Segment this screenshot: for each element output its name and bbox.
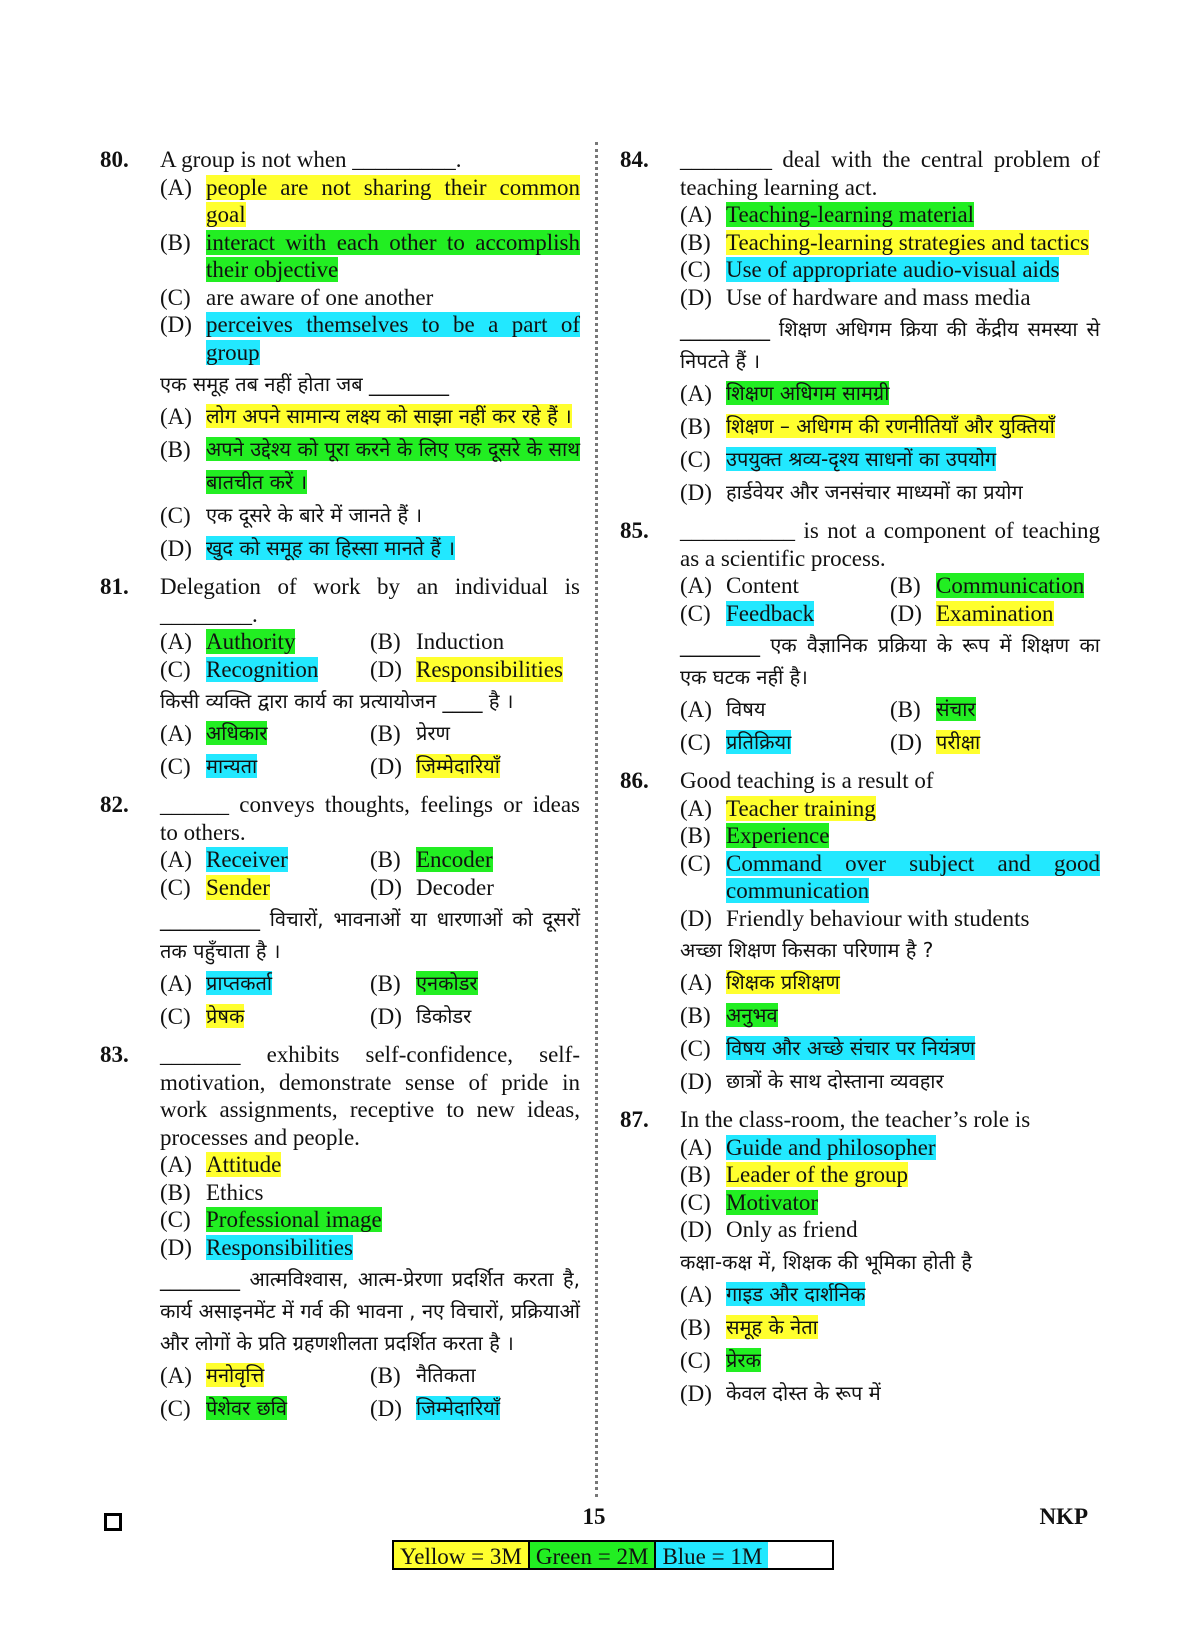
option: (B) Teaching-learning strategies and tactics [680,229,1090,255]
option: (C) Feedback [680,600,815,626]
option: (C) Use of appropriate audio-visual aids [680,257,1060,282]
option: (B) Ethics [160,1179,264,1205]
hindi-option: (B) नैतिकता [370,1363,476,1388]
right-column [620,146,1100,1418]
hindi-option: (C) पेशेवर छवि [160,1396,287,1421]
hindi-stem: एक समूह तब नहीं होता जब ________ [160,372,450,396]
option: (D) Decoder [370,874,494,900]
option: (B) Experience [680,823,830,848]
question-stem: Good teaching is a result of [680,768,934,793]
column-divider [595,142,598,1497]
question-stem: Delegation of work by an individual is ________. [160,574,580,627]
option: (D) perceives themselves to be a part of group [160,312,580,365]
hindi-option: (A) शिक्षक प्रशिक्षण [680,970,840,995]
hindi-option: (C) मान्यता [160,754,258,779]
options-grid [680,572,1100,627]
question-number: 85. [620,518,649,543]
legend-blue: Blue = 1M [656,1542,768,1568]
option: (A) people are not sharing their common goal [160,174,580,227]
option: (C) Sender [160,874,270,900]
hindi-option: (B) प्रेरण [370,721,451,746]
hindi-option: (C) उपयुक्त श्रव्य-दृश्य साधनों का उपयोग [680,447,997,472]
option: (B) Encoder [370,847,493,872]
option: (C) Command over subject and good communication [680,850,1100,903]
hindi-option: (B) शिक्षण – अधिगम की रणनीतियाँ और युक्तियाँ [680,414,1055,439]
option: (B) interact with each other to accomplish their objective [160,229,580,282]
hindi-option: (D) हार्डवेयर और जनसंचार माध्यमों का प्रयोग [680,480,1023,505]
hindi-option: (A) लोग अपने सामान्य लक्ष्य को साझा नहीं कर रहे हैं । [160,404,572,429]
hindi-option: (A) शिक्षण अधिगम सामग्री [680,381,890,406]
option: (C) are aware of one another [160,284,434,310]
option: (D) Friendly behaviour with students [680,905,1030,931]
option: (B) Induction [370,629,505,654]
question-stem: A group is not when _________. [160,147,462,172]
question-85 [620,517,1100,759]
question-81 [100,573,580,783]
hindi-stem: __________ विचारों, भावनाओं या धारणाओं को दूसरों तक पहुँचाता है । [160,907,580,963]
left-column [100,146,580,1433]
option: (A) Content [680,573,799,598]
question-number: 87. [620,1107,649,1132]
hindi-option: (C) एक दूसरे के बारे में जानते हैं । [160,503,423,528]
hindi-option: (C) विषय और अच्छे संचार पर नियंत्रण [680,1036,976,1061]
hindi-stem: _________ शिक्षण अधिगम क्रिया की केंद्रीय समस्या से निपटते हैं । [680,317,1100,373]
question-number: 80. [100,147,129,172]
hindi-option: (D) परीक्षा [890,730,981,755]
option: (A) Attitude [160,1152,282,1177]
question-number: 82. [100,792,129,817]
option: (C) Professional image [160,1207,382,1232]
option: (A) Guide and philosopher [680,1134,936,1160]
page-number: 15 [582,1504,606,1529]
question-82 [100,791,580,1033]
hindi-option: (B) अनुभव [680,1003,778,1028]
option: (B) Leader of the group [680,1162,909,1187]
question-83 [100,1041,580,1425]
option: (A) Teacher training [680,795,876,821]
hindi-option: (A) प्राप्तकर्ता [160,971,273,996]
option: (D) Responsibilities [160,1234,353,1260]
hindi-option: (C) प्रतिक्रिया [680,730,792,755]
option: (C) Motivator [680,1189,818,1215]
option: (A) Teaching-learning material [680,202,975,227]
hindi-stem: अच्छा शिक्षण किसका परिणाम है ? [680,938,934,962]
question-number: 83. [100,1042,129,1067]
marks-legend [392,1540,834,1570]
option: (D) Only as friend [680,1217,858,1242]
option: (D) Use of hardware and mass media [680,284,1031,310]
question-number: 86. [620,768,649,793]
hindi-option: (B) एनकोडर [370,971,478,996]
hindi-option: (A) अधिकार [160,721,268,746]
question-86 [620,767,1100,1098]
question-number: 81. [100,574,129,599]
hindi-option: (D) जिम्मेदारियाँ [370,754,500,779]
paper-code: NKP [1039,1504,1088,1529]
option: (A) Authority [160,629,296,654]
hindi-stem: किसी व्यक्ति द्वारा कार्य का प्रत्यायोजन ____ है । [160,689,514,713]
hindi-stem: ________ आत्मविश्वास, आत्म-प्रेरणा प्रदर्शित करता है, कार्य असाइनमेंट में गर्व की भावना , नए विचारों, प्रक्रियाओं और लोगों के प्रति ग्रहणशीलता प्रदर्शित करता है । [160,1267,580,1355]
hindi-option: (C) प्रेषक [160,1004,245,1029]
legend-green: Green = 2M [530,1542,655,1568]
hindi-option: (D) छात्रों के साथ दोस्ताना व्यवहार [680,1069,944,1094]
question-84 [620,146,1100,509]
hindi-option: (D) जिम्मेदारियाँ [370,1396,500,1421]
question-stem: In the class-room, the teacher’s role is [680,1107,1031,1132]
hindi-option: (C) प्रेरक [680,1347,761,1373]
hindi-options-grid [160,967,580,1033]
hindi-option: (B) संचार [890,697,976,722]
hindi-option: (B) अपने उद्देश्य को पूरा करने के लिए एक दूसरे के साथ बातचीत करें । [160,437,580,494]
hindi-option: (D) केवल दोस्त के रूप में [680,1380,881,1406]
question-stem: __________ is not a component of teaching as a scientific process. [680,518,1100,571]
hindi-stem: ________ एक वैज्ञानिक प्रक्रिया के रूप में शिक्षण का एक घटक नहीं है। [680,633,1100,689]
hindi-option: (D) डिकोडर [370,1004,472,1029]
option: (D) Examination [890,600,1054,626]
question-80 [100,146,580,565]
option: (C) Recognition [160,656,319,682]
option: (A) Receiver [160,847,288,872]
hindi-options-grid [160,717,580,783]
option: (D) Responsibilities [370,656,563,682]
hindi-option: (A) मनोवृत्ति [160,1363,265,1388]
hindi-option: (A) गाइड और दार्शनिक [680,1281,866,1307]
options-grid [160,846,580,901]
hindi-option: (D) खुद को समूह का हिस्सा मानते हैं । [160,536,455,561]
question-stem: ________ deal with the central problem of teaching learning act. [680,147,1100,200]
question-87 [620,1106,1100,1410]
hindi-option: (A) विषय [680,697,766,722]
question-stem: ______ conveys thoughts, feelings or ideas to others. [160,792,580,845]
question-stem: _______ exhibits self-confidence, self-motivation, demonstrate sense of pride in work assignments, receptive to new ideas, processes and people. [160,1042,580,1150]
options-grid [160,628,580,683]
option: (B) Communication [890,573,1085,598]
question-number: 84. [620,147,649,172]
hindi-option: (B) समूह के नेता [680,1314,818,1340]
hindi-stem: कक्षा-कक्ष में, शिक्षक की भूमिका होती है [680,1249,973,1274]
hindi-options-grid [160,1359,580,1425]
hindi-options-grid [680,693,1100,759]
legend-yellow: Yellow = 3M [394,1542,528,1568]
